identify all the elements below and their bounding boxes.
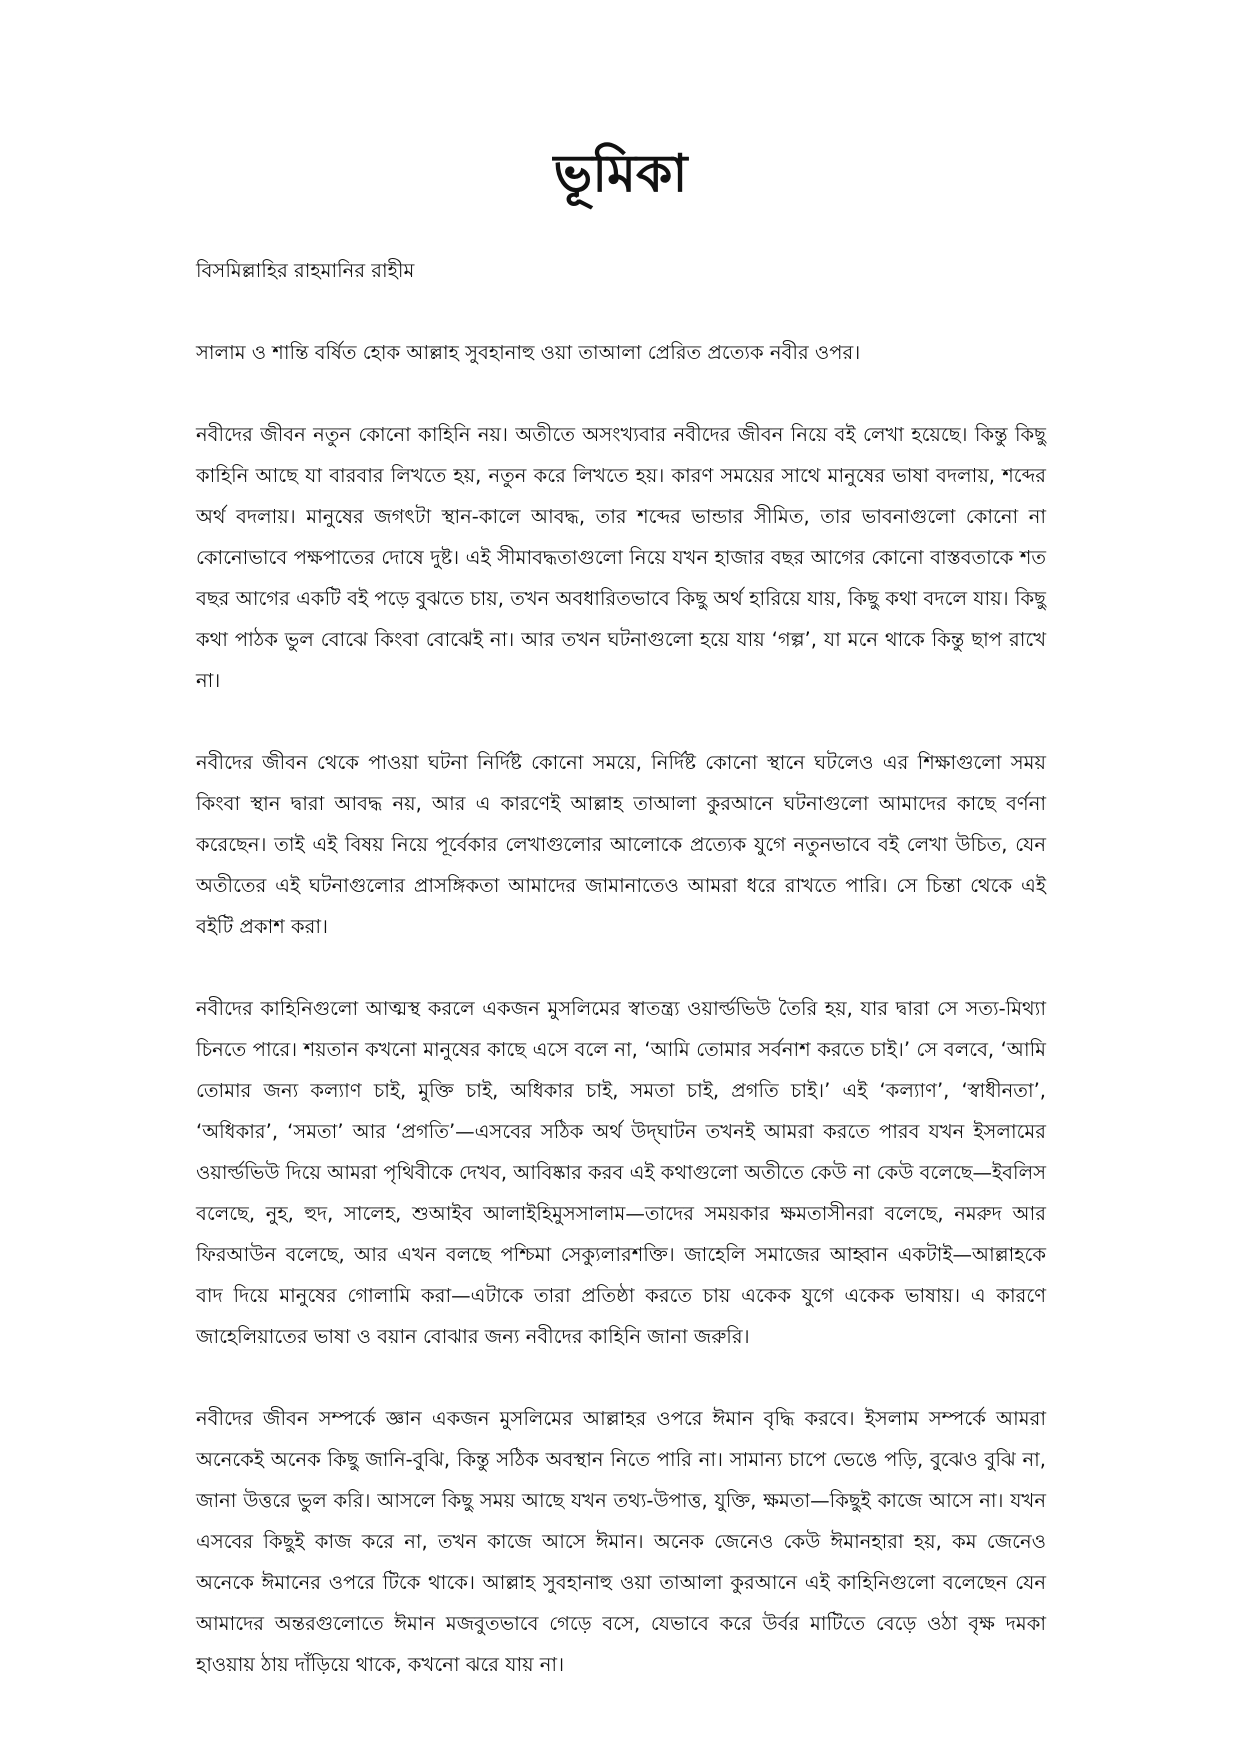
opening-invocation: বিসমিল্লাহির রাহমানির রাহীম: [196, 259, 415, 282]
paragraph: নবীদের কাহিনিগুলো আত্মস্থ করলে একজন মুসলিমের স্বাতন্ত্র্য ওয়ার্ল্ডভিউ তৈরি হয়, যার দ্বারা সে সত্য-মিথ্যা চিনতে পারে। শয়তান কখনো মানুষের কাছে এসে বলে না, ‘আমি তোমার সর্বনাশ করতে চাই।’ সে বলবে, ‘আমি তোমার জন্য কল্যাণ চাই, মুক্তি চাই, অধিকার চাই, সমতা চাই, প্রগতি চাই।’ এই ‘কল্যাণ’, ‘স্বাধীনতা’, ‘অধিকার’, ‘সমতা’ আর ‘প্রগতি’—এসবের সঠিক অর্থ উদ্‌ঘাটন তখনই আমরা করতে পারব যখন ইসলামের ওয়ার্ল্ডভিউ দিয়ে আমরা পৃথিবীকে দেখব, আবিষ্কার করব এই কথাগুলো অতীতে কেউ না কেউ বলেছে—ইবলিস বলেছে, নুহ, হুদ, সালেহ, শুআইব আলাইহিমুসসালাম—তাদের সময়কার ক্ষমতাসীনরা বলেছে, নমরুদ আর ফিরআউন বলেছে, আর এখন বলছে পশ্চিমা সেক্যুলারশক্তি। জাহেলি সমাজের আহ্বান একটাই—আল্লাহকে বাদ দিয়ে মানুষের গোলামি করা—এটাকে তারা প্রতিষ্ঠা করতে চায় একেক যুগে একেক ভাষায়। এ কারণে জাহেলিয়াতের ভাষা ও বয়ান বোঝার জন্য নবীদের কাহিনি জানা জরুরি।: [196, 997, 1046, 1348]
salutation-paragraph: সালাম ও শান্তি বর্ষিত হোক আল্লাহ সুবহানাহু ওয়া তাআলা প্রেরিত প্রত্যেক নবীর ওপর।: [196, 341, 861, 364]
page-title: ভূমিকা: [553, 144, 688, 204]
body-text: [196, 250, 1046, 1726]
paragraph: নবীদের জীবন সম্পর্কে জ্ঞান একজন মুসলিমের আল্লাহর ওপরে ঈমান বৃদ্ধি করবে। ইসলাম সম্পর্কে আমরা অনেকেই অনেক কিছু জানি-বুঝি, কিন্তু সঠিক অবস্থান নিতে পারি না। সামান্য চাপে ভেঙে পড়ি, বুঝেও বুঝি না, জানা উত্তরে ভুল করি। আসলে কিছু সময় আছে যখন তথ্য-উপাত্ত, যুক্তি, ক্ষমতা—কিছুই কাজে আসে না। যখন এসবের কিছুই কাজ করে না, তখন কাজে আসে ঈমান। অনেক জেনেও কেউ ঈমানহারা হয়, কম জেনেও অনেকে ঈমানের ওপরে টিকে থাকে। আল্লাহ সুবহানাহু ওয়া তাআলা কুরআনে এই কাহিনিগুলো বলেছেন যেন আমাদের অন্তরগুলোতে ঈমান মজবুতভাবে গেড়ে বসে, যেভাবে করে উর্বর মাটিতে বেড়ে ওঠা বৃক্ষ দমকা হাওয়ায় ঠায় দাঁড়িয়ে থাকে, কখনো ঝরে যায় না।: [196, 1407, 1046, 1676]
paragraph: নবীদের জীবন নতুন কোনো কাহিনি নয়। অতীতে অসংখ্যবার নবীদের জীবন নিয়ে বই লেখা হয়েছে। কিন্তু কিছু কাহিনি আছে যা বারবার লিখতে হয়, নতুন করে লিখতে হয়। কারণ সময়ের সাথে মানুষের ভাষা বদলায়, শব্দের অর্থ বদলায়। মানুষের জগৎটা স্থান-কালে আবদ্ধ, তার শব্দের ভান্ডার সীমিত, তার ভাবনাগুলো কোনো না কোনোভাবে পক্ষপাতের দোষে দুষ্ট। এই সীমাবদ্ধতাগুলো নিয়ে যখন হাজার বছর আগের কোনো বাস্তবতাকে শত বছর আগের একটি বই পড়ে বুঝতে চায়, তখন অবধারিতভাবে কিছু অর্থ হারিয়ে যায়, কিছু কথা বদলে যায়। কিছু কথা পাঠক ভুল বোঝে কিংবা বোঝেই না। আর তখন ঘটনাগুলো হয়ে যায় ‘গল্প’, যা মনে থাকে কিন্তু ছাপ রাখে না।: [196, 423, 1046, 692]
paragraph: নবীদের জীবন থেকে পাওয়া ঘটনা নির্দিষ্ট কোনো সময়ে, নির্দিষ্ট কোনো স্থানে ঘটলেও এর শিক্ষাগুলো সময় কিংবা স্থান দ্বারা আবদ্ধ নয়, আর এ কারণেই আল্লাহ তাআলা কুরআনে ঘটনাগুলো আমাদের কাছে বর্ণনা করেছেন। তাই এই বিষয় নিয়ে পূর্বেকার লেখাগুলোর আলোকে প্রত্যেক যুগে নতুনভাবে বই লেখা উচিত, যেন অতীতের এই ঘটনাগুলোর প্রাসঙ্গিকতা আমাদের জামানাতেও আমরা ধরে রাখতে পারি। সে চিন্তা থেকে এই বইটি প্রকাশ করা।: [196, 751, 1046, 938]
